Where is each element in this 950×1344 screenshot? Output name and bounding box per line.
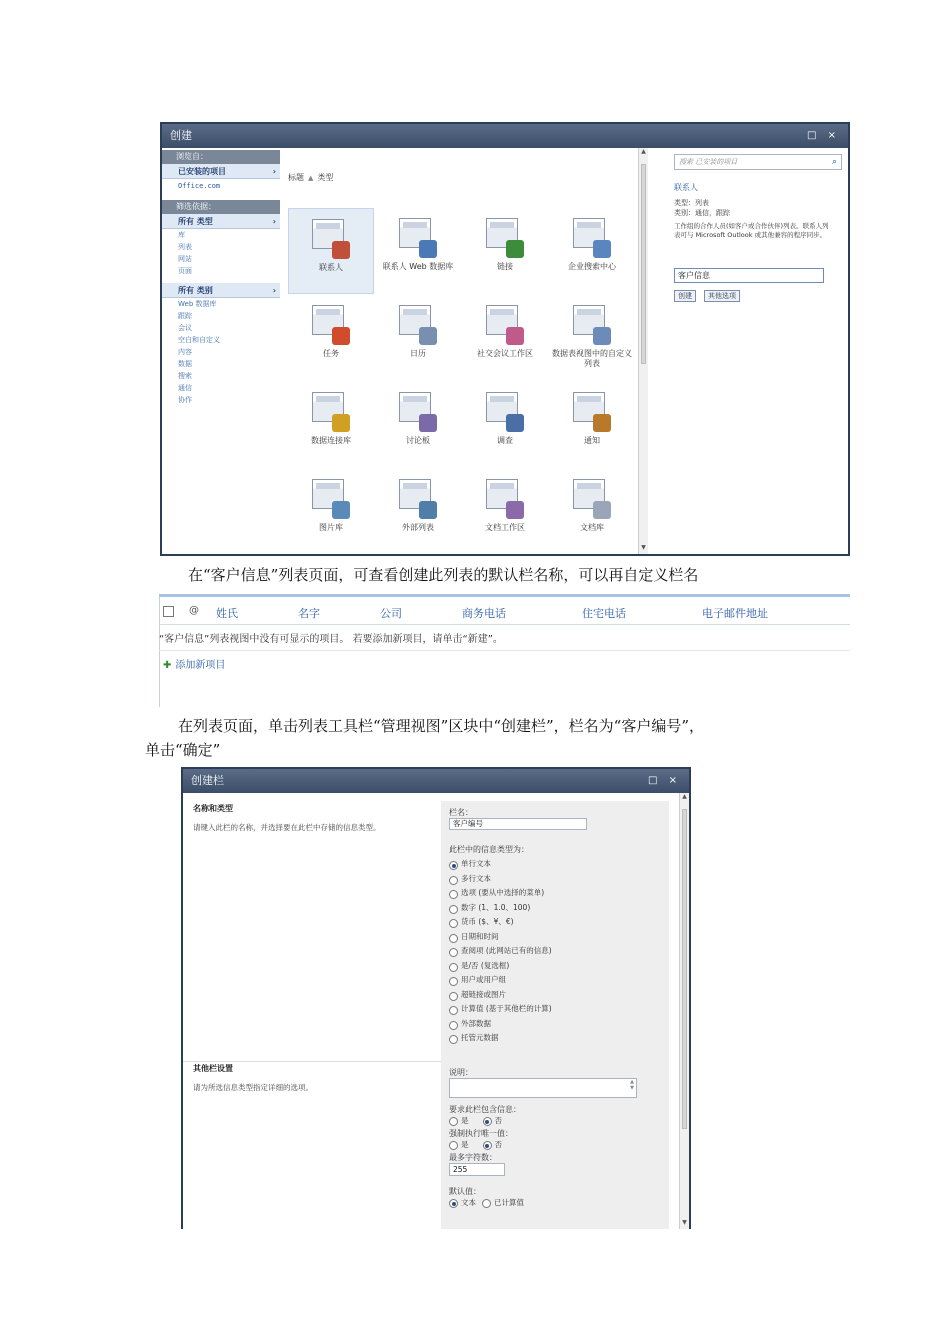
template-badge-icon xyxy=(593,327,611,345)
template-tile[interactable] xyxy=(462,208,548,294)
list-separator xyxy=(159,650,850,651)
unique-options xyxy=(449,1139,669,1150)
dialog-body xyxy=(183,793,679,1229)
name-type-fields xyxy=(441,801,669,1061)
type-radio[interactable]: 数字 (1、1.0、100) xyxy=(449,901,669,916)
all-categories-label: 所有 类别 xyxy=(178,286,213,295)
description-label: 说明： xyxy=(449,1068,473,1077)
template-label: 讨论板 xyxy=(406,436,430,445)
column-name-label: 栏名： xyxy=(449,808,473,817)
list-template-icon xyxy=(486,479,524,519)
select-all-checkbox[interactable] xyxy=(163,606,174,617)
template-tile[interactable] xyxy=(288,382,374,468)
filter-link[interactable]: 页面 xyxy=(178,267,192,275)
template-badge-icon xyxy=(506,327,524,345)
search-placeholder: 搜索 已安装的项目 xyxy=(679,158,738,166)
create-dialog xyxy=(160,122,850,556)
dialog-titlebar xyxy=(183,769,689,793)
list-template-icon xyxy=(573,479,611,519)
template-tile[interactable] xyxy=(549,469,635,555)
caption-2-line1: 在列表页面，单击列表工具栏“管理视图”区块中“创建栏”，栏名为“客户编号”， xyxy=(178,717,705,735)
template-label: 联系人 Web 数据库 xyxy=(382,262,454,271)
category-links xyxy=(162,298,280,406)
filter-by-heading: 筛选依据： xyxy=(162,200,280,214)
list-template-icon xyxy=(399,218,437,258)
search-icon[interactable]: ⌕ xyxy=(831,157,837,167)
filter-link[interactable]: 网站 xyxy=(178,255,192,263)
list-template-icon xyxy=(399,392,437,432)
all-types-link[interactable] xyxy=(162,214,280,229)
template-badge-icon xyxy=(419,327,437,345)
list-template-icon xyxy=(312,219,350,259)
list-template-icon xyxy=(573,218,611,258)
detail-category-text: 类别：通信，跟踪 xyxy=(674,209,730,217)
type-radio[interactable]: 计算值 (基于其他栏的计算) xyxy=(449,1002,669,1017)
description-textarea[interactable] xyxy=(449,1078,637,1098)
template-tile[interactable] xyxy=(549,382,635,468)
type-radio[interactable]: 单行文本 xyxy=(449,857,669,872)
detail-title: 联系人 xyxy=(674,183,698,192)
template-label: 外部列表 xyxy=(402,523,434,532)
template-badge-icon xyxy=(506,240,524,258)
template-label: 数据连接库 xyxy=(311,436,351,445)
sort-type-label[interactable]: 类型 xyxy=(317,173,334,182)
scroll-up-icon[interactable]: ▲ xyxy=(682,793,687,800)
required-label: 要求此栏包含信息： xyxy=(449,1105,521,1114)
installed-items-link[interactable] xyxy=(162,164,280,179)
section-title: 名称和类型 xyxy=(193,804,233,813)
filter-link[interactable]: 协作 xyxy=(178,396,192,404)
required-options xyxy=(449,1115,669,1126)
list-template-icon xyxy=(312,305,350,345)
unique-label: 强制执行唯一值： xyxy=(449,1129,513,1138)
column-header[interactable]: 电子邮件地址 xyxy=(702,607,768,620)
all-types-label: 所有 类型 xyxy=(178,217,213,226)
filter-link[interactable]: 空白和自定义 xyxy=(178,336,220,344)
browse-from-heading: 浏览自： xyxy=(162,150,280,164)
type-radio[interactable]: 外部数据 xyxy=(449,1017,669,1032)
window-controls-icon[interactable]: □ × xyxy=(647,775,681,786)
scroll-down-icon[interactable]: ▼ xyxy=(682,1219,687,1226)
template-badge-icon xyxy=(593,414,611,432)
template-badge-icon xyxy=(332,501,350,519)
template-tile[interactable] xyxy=(375,469,461,555)
caption-2-line2: 单击“确定” xyxy=(145,741,221,759)
template-label: 日历 xyxy=(410,349,426,358)
default-calc-radio[interactable]: 已计算值 xyxy=(482,1197,524,1208)
template-tile[interactable] xyxy=(462,382,548,468)
sort-title-label[interactable]: 标题 xyxy=(288,173,304,182)
template-label: 数据表视图中的自定义列表 xyxy=(552,349,632,368)
template-label: 调查 xyxy=(497,436,513,445)
attachment-icon: @ xyxy=(189,605,199,616)
max-chars-label: 最多字符数： xyxy=(449,1153,497,1162)
column-header[interactable]: 公司 xyxy=(380,607,402,620)
search-input[interactable] xyxy=(674,154,842,170)
unique-no-radio[interactable]: 否 xyxy=(483,1139,503,1150)
column-header[interactable]: 名字 xyxy=(298,607,320,620)
detail-description: 工作组的合作人员(如客户或合作伙伴)列表。联系人列表可与 Microsoft Outlook 或其他兼容的程序同步。 xyxy=(674,222,829,239)
template-badge-icon xyxy=(419,501,437,519)
detail-type xyxy=(674,198,730,218)
type-radio[interactable]: 货币 ($、¥、€) xyxy=(449,915,669,930)
template-badge-icon xyxy=(593,501,611,519)
dialog-titlebar xyxy=(162,124,848,148)
scroll-thumb[interactable] xyxy=(682,809,687,1129)
template-gallery xyxy=(280,148,648,554)
add-icon: ✚ xyxy=(163,660,172,671)
default-text-radio[interactable]: 文本 xyxy=(449,1197,476,1208)
detail-panel xyxy=(658,148,848,554)
required-no-radio[interactable]: 否 xyxy=(483,1115,503,1126)
list-template-icon xyxy=(399,479,437,519)
window-controls-icon[interactable]: □ × xyxy=(806,130,840,141)
default-value-options xyxy=(449,1197,669,1208)
sort-caret-icon: ▲ xyxy=(308,174,314,182)
template-label: 社交会议工作区 xyxy=(477,349,533,358)
template-tile[interactable] xyxy=(549,295,635,381)
filter-link[interactable]: 列表 xyxy=(178,243,192,251)
template-label: 文档工作区 xyxy=(485,523,525,532)
template-tile[interactable] xyxy=(375,208,461,294)
list-template-icon xyxy=(573,392,611,432)
list-template-icon xyxy=(486,218,524,258)
type-radio[interactable]: 托管元数据 xyxy=(449,1031,669,1046)
more-options-button[interactable]: 其他选项 xyxy=(704,290,740,302)
template-tile[interactable] xyxy=(288,469,374,555)
chevron-right-icon: › xyxy=(272,217,276,226)
dialog-title: 创建栏 xyxy=(191,774,224,787)
unique-yes-radio[interactable]: 是 xyxy=(449,1139,469,1150)
column-name-input[interactable]: 客户编号 xyxy=(449,818,587,830)
list-name-input[interactable]: 客户信息 xyxy=(674,268,824,283)
header-divider xyxy=(159,624,850,625)
column-header[interactable]: 住宅电话 xyxy=(582,607,626,620)
template-tile[interactable] xyxy=(462,469,548,555)
list-template-icon xyxy=(486,392,524,432)
template-label: 链接 xyxy=(497,262,513,271)
gallery-scrollbar[interactable] xyxy=(638,148,648,554)
list-top-border xyxy=(159,594,850,597)
template-badge-icon xyxy=(506,501,524,519)
detail-type-text: 类型：列表 xyxy=(674,199,709,207)
template-label: 任务 xyxy=(323,349,339,358)
create-button[interactable]: 创建 xyxy=(674,290,696,302)
list-template-icon xyxy=(399,305,437,345)
office-com-link[interactable]: Office.com xyxy=(178,182,221,190)
list-template-icon xyxy=(312,392,350,432)
additional-settings-fields xyxy=(441,1061,669,1229)
dialog-title: 创建 xyxy=(170,129,192,142)
installed-items-label: 已安装的项目 xyxy=(178,167,226,176)
column-header[interactable]: 商务电话 xyxy=(462,607,506,620)
template-badge-icon xyxy=(419,414,437,432)
template-badge-icon xyxy=(593,240,611,258)
template-badge-icon xyxy=(332,327,350,345)
default-value-label: 默认值： xyxy=(449,1187,481,1196)
template-badge-icon xyxy=(332,414,350,432)
sort-bar[interactable] xyxy=(288,172,333,183)
required-yes-radio[interactable]: 是 xyxy=(449,1115,469,1126)
empty-message: “客户信息”列表视图中没有可显示的项目。 若要添加新项目，请单击“新建”。 xyxy=(159,634,503,645)
filter-link[interactable]: 会议 xyxy=(178,324,192,332)
chevron-right-icon: › xyxy=(272,167,276,176)
scroll-down-icon[interactable]: ▼ xyxy=(641,544,646,551)
template-label: 企业搜索中心 xyxy=(568,262,616,271)
type-radio[interactable]: 查阅项 (此网站已有的信息) xyxy=(449,944,669,959)
list-template-icon xyxy=(486,305,524,345)
template-tile[interactable] xyxy=(375,295,461,381)
list-template-icon xyxy=(312,479,350,519)
list-template-icon xyxy=(573,305,611,345)
chevron-right-icon: › xyxy=(272,286,276,295)
column-header[interactable]: 姓氏 xyxy=(216,607,238,620)
type-radio[interactable]: 选项 (要从中选择的菜单) xyxy=(449,886,669,901)
template-tile[interactable] xyxy=(288,295,374,381)
filter-link[interactable]: 数据 xyxy=(178,360,192,368)
type-radio[interactable]: 是/否 (复选框) xyxy=(449,959,669,974)
list-view xyxy=(159,594,850,707)
list-header xyxy=(159,602,850,624)
all-categories-link[interactable] xyxy=(162,283,280,298)
type-radio-group xyxy=(449,857,669,1046)
max-chars-input[interactable]: 255 xyxy=(449,1163,505,1176)
dialog-scrollbar[interactable] xyxy=(679,793,689,1229)
section-description: 请键入此栏的名称，并选择要在此栏中存储的信息类型。 xyxy=(193,823,381,832)
template-badge-icon xyxy=(419,240,437,258)
type-radio[interactable]: 用户或用户组 xyxy=(449,973,669,988)
template-badge-icon xyxy=(506,414,524,432)
create-column-dialog xyxy=(181,767,691,1229)
textarea-scroll-icon[interactable]: ▲ ▼ xyxy=(630,1079,634,1091)
template-tile[interactable] xyxy=(549,208,635,294)
section-description: 请为所选信息类型指定详细的选项。 xyxy=(193,1083,313,1092)
additional-settings-section xyxy=(183,1061,441,1093)
type-label: 此栏中的信息类型为： xyxy=(449,845,529,854)
scroll-up-icon[interactable]: ▲ xyxy=(641,148,646,155)
template-tile[interactable] xyxy=(375,382,461,468)
scroll-thumb[interactable] xyxy=(641,164,646,364)
template-label: 图片库 xyxy=(319,523,343,532)
filter-link[interactable]: 跟踪 xyxy=(178,312,192,320)
filter-panel xyxy=(162,148,280,554)
section-title: 其他栏设置 xyxy=(193,1064,233,1073)
template-label: 联系人 xyxy=(319,263,343,272)
template-label: 文档库 xyxy=(580,523,604,532)
type-radio[interactable]: 超链接或图片 xyxy=(449,988,669,1003)
template-tile[interactable] xyxy=(462,295,548,381)
filter-link[interactable]: 搜索 xyxy=(178,372,192,380)
type-radio[interactable]: 日期和时间 xyxy=(449,930,669,945)
filter-link[interactable]: 内容 xyxy=(178,348,192,356)
template-tile[interactable] xyxy=(288,208,374,294)
type-links xyxy=(162,229,280,277)
filter-link[interactable]: 通信 xyxy=(178,384,192,392)
template-badge-icon xyxy=(332,241,350,259)
filter-link[interactable]: Web 数据库 xyxy=(178,300,217,308)
add-new-label: 添加新项目 xyxy=(175,660,226,671)
template-label: 通知 xyxy=(584,436,600,445)
name-type-section xyxy=(183,793,441,1053)
filter-link[interactable]: 库 xyxy=(178,231,185,239)
caption-1: 在“客户信息”列表页面，可查看创建此列表的默认栏名称，可以再自定义栏名 xyxy=(188,566,699,584)
type-radio[interactable]: 多行文本 xyxy=(449,872,669,887)
add-new-item-link[interactable] xyxy=(163,656,225,671)
